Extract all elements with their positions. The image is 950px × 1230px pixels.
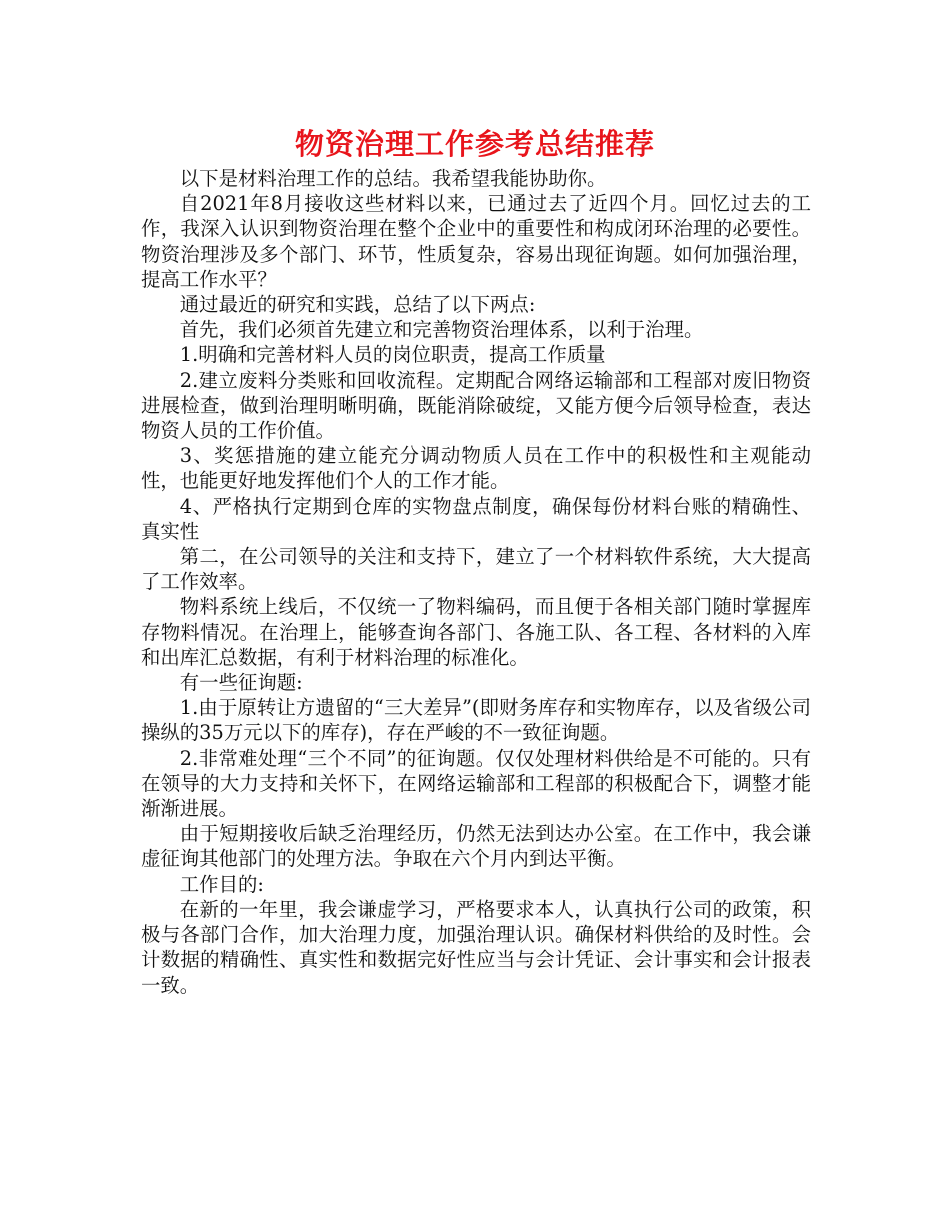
paragraph-point-one: 首先，我们必须首先建立和完善物资治理体系，以利于治理。 — [179, 318, 704, 342]
issue-item-2: 2.非常难处理“三个不同”的征询题。仅仅处理材料供给是不可能的。只有在领导的大力支持和关怀下，在网络运输部和工程部的积极配合下，调整才能渐渐进展。 — [141, 746, 811, 821]
list-item-3: 3、奖惩措施的建立能充分调动物质人员在工作中的积极性和主观能动性，也能更好地发挥他们个人的工作才能。 — [141, 444, 811, 493]
document-title: 物资治理工作参考总结推荐 — [294, 127, 655, 161]
list-item-1: 1.明确和完善材料人员的岗位职责，提高工作质量 — [179, 343, 606, 367]
paragraph-background: 自2021年8月接收这些材料以来，已通过去了近四个月。回忆过去的工作，我深入认识到物资治理在整个企业中的重要性和构成闭环治理的必要性。物资治理涉及多个部门、环节，性质复杂，容易出现征询题。如何加强治理，提高工作水平？ — [141, 192, 811, 291]
issue-item-1: 1.由于原转让方遗留的“三大差异”(即财务库存和实物库存，以及省级公司操纵的35万元以下的库存)，存在严峻的不一致征询题。 — [141, 696, 811, 745]
paragraph-issues-lead: 有一些征询题: — [179, 671, 303, 695]
paragraph-system: 物料系统上线后，不仅统一了物料编码，而且便于各相关部门随时掌握库存物料情况。在治理上，能够查询各部门、各施工队、各工程、各材料的入库和出库汇总数据，有利于材料治理的标准化。 — [141, 595, 811, 669]
document-body — [141, 166, 811, 998]
list-item-2: 2.建立废料分类账和回收流程。定期配合网络运输部和工程部对废旧物资进展检查，做到治理明晰明确，既能消除破绽，又能方便今后领导检查，表达物资人员的工作价值。 — [141, 368, 811, 443]
paragraph-goals: 在新的一年里，我会谦虚学习，严格要求本人，认真执行公司的政策，积极与各部门合作，加大治理力度，加强治理认识。确保材料供给的及时性。会计数据的精确性、真实性和数据完好性应当与会计凭证、会计事实和会计报表一致。 — [141, 897, 811, 997]
list-item-4: 4、严格执行定期到仓库的实物盘点制度，确保每份材料台账的精确性、真实性 — [141, 494, 811, 543]
paragraph-summary-lead: 通过最近的研究和实践，总结了以下两点: — [179, 293, 536, 317]
paragraph-intro: 以下是材料治理工作的总结。我希望我能协助你。 — [179, 167, 607, 190]
paragraph-point-two: 第二，在公司领导的关注和支持下，建立了一个材料软件系统，大大提高了工作效率。 — [141, 545, 811, 594]
paragraph-goals-lead: 工作目的: — [179, 872, 264, 896]
paragraph-experience: 由于短期接收后缺乏治理经历，仍然无法到达办公室。在工作中，我会谦虚征询其他部门的处理方法。争取在六个月内到达平衡。 — [141, 822, 811, 871]
